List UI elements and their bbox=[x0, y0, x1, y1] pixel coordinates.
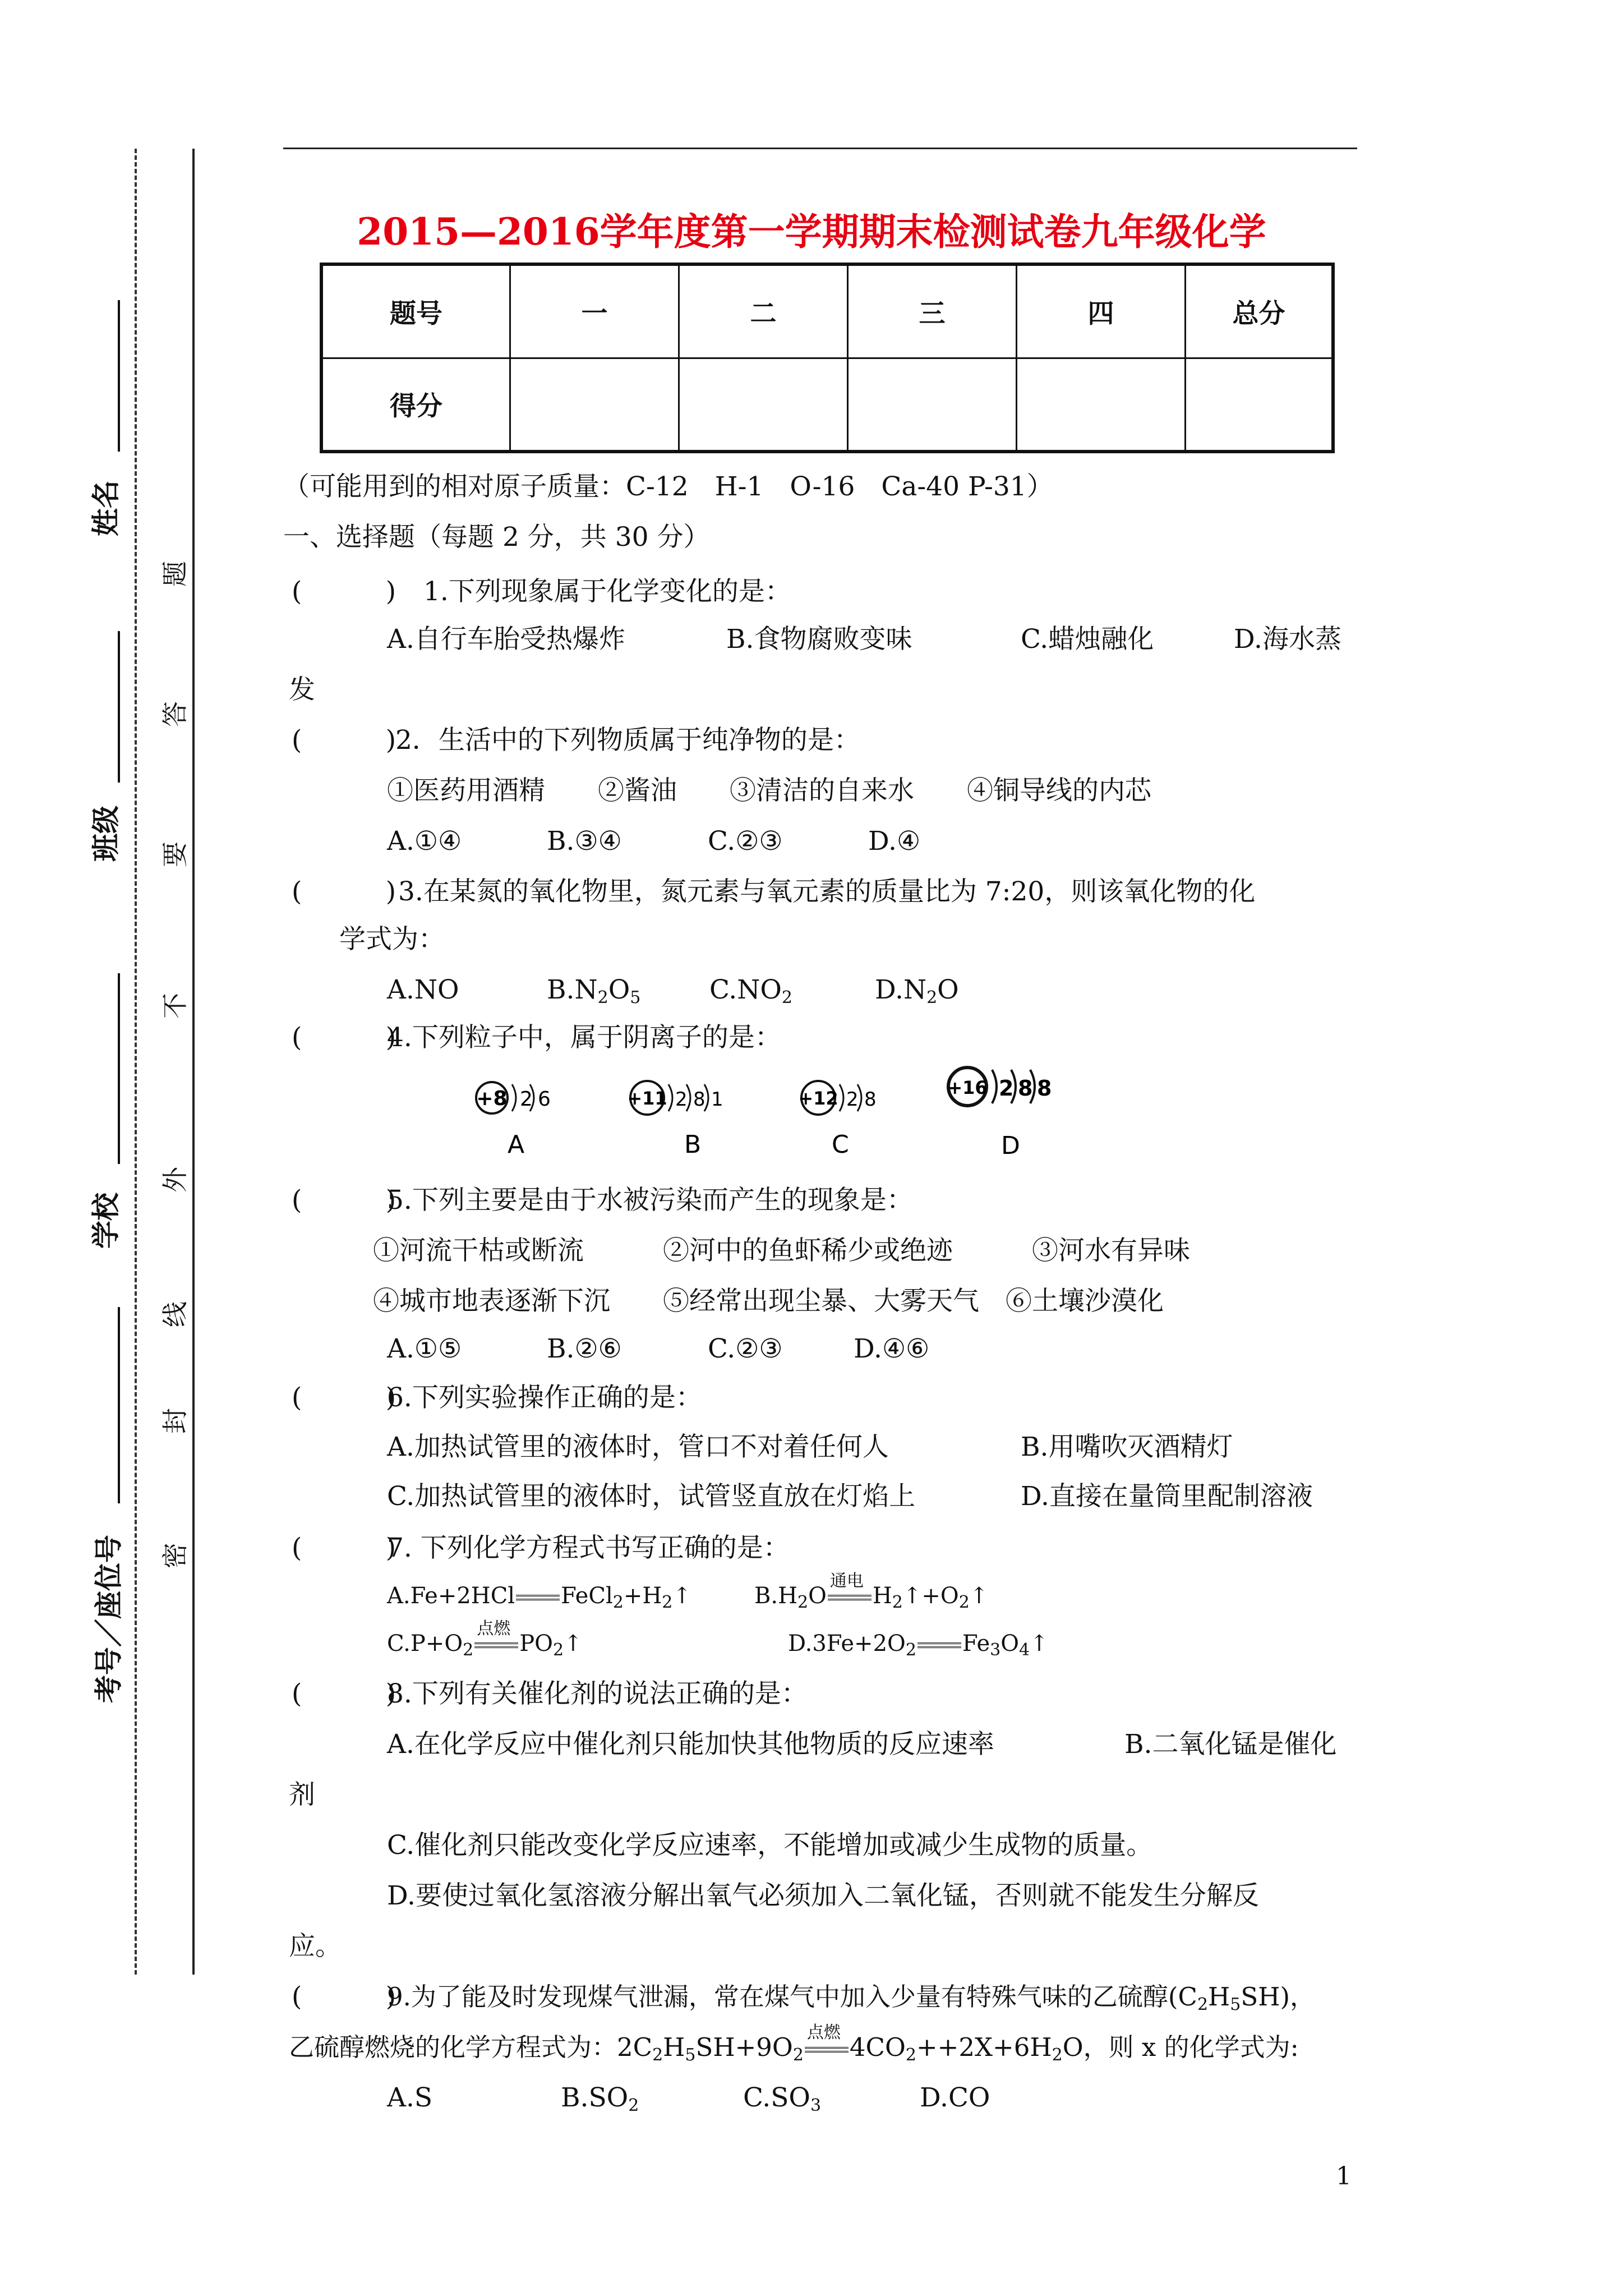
q3-stem: 3.在某氮的氧化物里，氮元素与氧元素的质量比为 7:20，则该氧化物的化 bbox=[398, 876, 1256, 907]
q1-option-b: B.食物腐败变味 bbox=[726, 624, 912, 655]
atom-c-arc-1 bbox=[840, 1084, 843, 1111]
school-label: 学校 bbox=[90, 1193, 122, 1249]
atom-d-shell-2: 8 bbox=[1018, 1076, 1033, 1101]
seal-char-7: 封 bbox=[160, 1408, 190, 1434]
q9-stem-line-2: 乙硫醇燃烧的化学方程式为：$2C_2H_5SH+9O_2$ 点燃 $4CO_2++2X+6H_2O$，则 x 的化学式为: bbox=[289, 2031, 1299, 2072]
atom-d-arc-1 bbox=[992, 1070, 997, 1103]
atom-diagram-d bbox=[945, 1063, 1091, 1166]
q8-option-d: D.要使过氧化氢溶液分解出氧气必须加入二氧化锰，否则就不能发生分解反 bbox=[387, 1880, 1259, 1911]
q9-option-c: $C.SO_3$ bbox=[743, 2082, 822, 2115]
q7-option-c: $C.P+O_2$ 点燃 $PO_2↑$ bbox=[387, 1627, 583, 1667]
atom-c-shell-1: 2 bbox=[846, 1088, 859, 1111]
q2-option-d: D.④ bbox=[868, 826, 921, 857]
q7-c-condition: 点燃 bbox=[477, 1619, 511, 1639]
atom-a-nucleus: +8 bbox=[476, 1087, 508, 1110]
header-cell-2: 二 bbox=[679, 264, 848, 358]
q3-stem-wrap: 学式为： bbox=[339, 924, 445, 955]
binding-dashed-line bbox=[135, 149, 137, 1975]
q7-a-equals bbox=[516, 1595, 560, 1600]
q6-stem: 6.下列实验操作正确的是： bbox=[387, 1382, 702, 1413]
q7-b-condition: 通电 bbox=[829, 1571, 864, 1591]
q5-items-row-2: ④城市地表逐渐下沉 ⑤经常出现尘暴、大雾天气 ⑥土壤沙漠化 bbox=[373, 1286, 1164, 1317]
class-label: 班级 bbox=[90, 806, 122, 862]
q2-stem: 2．生活中的下列物质属于纯净物的是： bbox=[395, 725, 860, 756]
atom-b-shell-3: 1 bbox=[711, 1088, 723, 1111]
header-cell-number: 题号 bbox=[321, 264, 510, 358]
seal-char-2: 答 bbox=[160, 701, 190, 727]
q7-answer-paren[interactable]: ( ) bbox=[292, 1533, 396, 1563]
q6-option-b: B.用嘴吹灭酒精灯 bbox=[1021, 1432, 1233, 1462]
atom-a-label: A bbox=[508, 1130, 525, 1159]
q3-option-c: $C.NO_2$ bbox=[709, 974, 792, 1007]
q6-option-a: A.加热试管里的液体时，管口不对着任何人 bbox=[387, 1432, 889, 1462]
q9-stem-line-1: 9.为了能及时发现煤气泄漏，常在煤气中加入少量有特殊气味的乙硫醇$(C_2H_5SH)$， bbox=[387, 1982, 1316, 2014]
atom-c-nucleus: +12 bbox=[798, 1088, 838, 1109]
atom-d-svg bbox=[945, 1063, 1091, 1164]
score-table-score-row bbox=[321, 358, 1333, 452]
q7-option-b: $B.H_2O$ 通电 $H_2↑+O_2↑$ bbox=[754, 1579, 988, 1619]
q1-answer-paren[interactable]: ( ) bbox=[292, 576, 396, 607]
q3-option-a: A.NO bbox=[387, 974, 459, 1005]
q7-stem: 7. 下列化学方程式书写正确的是： bbox=[387, 1533, 790, 1563]
q9-option-d: D.CO bbox=[920, 2082, 990, 2113]
q4-answer-paren[interactable]: ( ) bbox=[292, 1022, 396, 1053]
q8-option-c: C.催化剂只能改变化学反应速率，不能增加或减少生成物的质量。 bbox=[387, 1830, 1153, 1861]
score-row-label: 得分 bbox=[321, 358, 510, 452]
atom-c-svg bbox=[799, 1080, 911, 1164]
atom-a-svg bbox=[474, 1080, 586, 1164]
q3-option-d: $D.N_2O$ bbox=[875, 974, 959, 1007]
atom-b-shell-1: 2 bbox=[675, 1088, 688, 1111]
q5-option-d: D.④⑥ bbox=[854, 1333, 930, 1364]
seat-number-label: 考号／座位号 bbox=[93, 1535, 125, 1703]
atom-d-shell-3: 8 bbox=[1037, 1076, 1052, 1101]
score-cell-total[interactable] bbox=[1186, 358, 1334, 452]
atom-a-shell-2: 6 bbox=[538, 1088, 551, 1111]
header-cell-total: 总分 bbox=[1186, 264, 1334, 358]
atom-b-label: B bbox=[684, 1130, 702, 1159]
header-cell-1: 一 bbox=[510, 264, 679, 358]
class-blank-line[interactable] bbox=[118, 631, 120, 783]
atom-b-arc-1 bbox=[668, 1084, 672, 1111]
q6-answer-paren[interactable]: ( ) bbox=[292, 1382, 396, 1413]
atom-c-shell-2: 8 bbox=[864, 1088, 877, 1111]
q2-option-c: C.②③ bbox=[708, 826, 783, 857]
q1-stem: 1.下列现象属于化学变化的是： bbox=[423, 576, 791, 607]
q9-answer-paren[interactable]: ( ) bbox=[292, 1981, 396, 2012]
atom-b-shell-2: 8 bbox=[693, 1088, 706, 1111]
q8-option-a: A.在化学反应中催化剂只能加快其他物质的反应速率 bbox=[387, 1729, 994, 1760]
atom-a-arc-1 bbox=[512, 1084, 516, 1111]
q2-items: ①医药用酒精 ②酱油 ③清洁的自来水 ④铜导线的内芯 bbox=[387, 775, 1151, 806]
atom-d-shell-1: 2 bbox=[999, 1076, 1014, 1101]
q8-option-b: B.二氧化锰是催化 bbox=[1124, 1729, 1337, 1760]
q8-option-d-wrap: 应。 bbox=[289, 1931, 342, 1962]
top-rule bbox=[283, 148, 1357, 149]
section-heading-1: 一、选择题（每题 2 分，共 30 分） bbox=[283, 522, 710, 553]
q5-stem: 5.下列主要是由于水被污染而产生的现象是： bbox=[387, 1185, 913, 1216]
q4-stem: 4.下列粒子中，属于阴离子的是： bbox=[387, 1022, 781, 1053]
q3-option-b: $B.N_2O_5$ bbox=[547, 974, 641, 1007]
q7-d-equals bbox=[917, 1642, 961, 1648]
q1-option-c: C.蜡烛融化 bbox=[1021, 624, 1154, 655]
seal-char-3: 要 bbox=[160, 841, 190, 867]
atom-diagram-a bbox=[474, 1080, 586, 1166]
header-cell-4: 四 bbox=[1017, 264, 1186, 358]
score-cell-4[interactable] bbox=[1017, 358, 1186, 452]
page-title: 2015—2016学年度第一学期期末检测试卷九年级化学 bbox=[357, 210, 1266, 254]
score-cell-3[interactable] bbox=[848, 358, 1017, 452]
seal-char-1: 题 bbox=[160, 561, 190, 587]
page-number: 1 bbox=[1336, 2162, 1352, 2191]
q7-option-a: A.Fe+2HCl $FeCl_2+H_2↑$ bbox=[387, 1583, 691, 1612]
q3-answer-paren[interactable]: ( ) bbox=[292, 876, 396, 907]
q8-option-b-wrap: 剂 bbox=[289, 1779, 315, 1810]
score-cell-1[interactable] bbox=[510, 358, 679, 452]
q9-option-a: A.S bbox=[387, 2082, 433, 2113]
name-blank-line[interactable] bbox=[118, 300, 120, 452]
q2-option-b: B.③④ bbox=[547, 826, 622, 857]
q5-option-c: C.②③ bbox=[708, 1333, 783, 1364]
score-cell-2[interactable] bbox=[679, 358, 848, 452]
seal-char-8: 密 bbox=[160, 1543, 190, 1568]
atom-diagram-c bbox=[799, 1080, 911, 1166]
q5-option-b: B.②⑥ bbox=[547, 1333, 622, 1364]
seat-number-blank-line[interactable] bbox=[118, 1307, 120, 1503]
name-label: 姓名 bbox=[90, 480, 122, 536]
q1-option-a: A.自行车胎受热爆炸 bbox=[387, 624, 625, 655]
seal-char-5: 外 bbox=[160, 1167, 190, 1193]
atom-a-shell-1: 2 bbox=[520, 1088, 533, 1111]
q2-answer-paren[interactable]: ( ) bbox=[292, 725, 396, 756]
atom-b-svg bbox=[628, 1080, 751, 1164]
q6-option-d: D.直接在量筒里配制溶液 bbox=[1021, 1481, 1313, 1512]
q8-answer-paren[interactable]: ( ) bbox=[292, 1678, 396, 1709]
q5-answer-paren[interactable]: ( ) bbox=[292, 1185, 396, 1216]
score-table bbox=[320, 263, 1335, 453]
atom-b-nucleus: +11 bbox=[627, 1088, 667, 1109]
atom-diagram-b bbox=[628, 1080, 751, 1166]
score-table-header-row bbox=[321, 264, 1333, 358]
school-blank-line[interactable] bbox=[118, 973, 120, 1164]
seal-char-6: 线 bbox=[160, 1301, 190, 1327]
q5-items-row-1: ①河流干枯或断流 ②河中的鱼虾稀少或绝迹 ③河水有异味 bbox=[373, 1235, 1190, 1266]
atom-d-nucleus: +16 bbox=[947, 1077, 988, 1098]
q9-condition: 点燃 bbox=[806, 2023, 841, 2042]
header-cell-3: 三 bbox=[848, 264, 1017, 358]
atom-c-label: C bbox=[832, 1130, 849, 1159]
q2-option-a: A.①④ bbox=[387, 826, 462, 857]
q5-option-a: A.①⑤ bbox=[387, 1333, 462, 1364]
q9-option-b: $B.SO_2$ bbox=[561, 2082, 639, 2115]
q7-option-d: $D.3Fe+2O_2$ $Fe_3O_4↑$ bbox=[788, 1631, 1049, 1660]
atomic-mass-note: （可能用到的相对原子质量：C-12 H-1 O-16 Ca-40 P-31） bbox=[283, 471, 1053, 502]
atom-d-label: D bbox=[1001, 1131, 1020, 1160]
q8-stem: 8.下列有关催化剂的说法正确的是： bbox=[387, 1678, 808, 1709]
seal-char-4: 不 bbox=[160, 993, 190, 1019]
q1-option-d: D.海水蒸 bbox=[1234, 624, 1341, 655]
q6-option-c: C.加热试管里的液体时，试管竖直放在灯焰上 bbox=[387, 1481, 916, 1512]
q1-option-d-wrap: 发 bbox=[289, 674, 315, 705]
binding-solid-line bbox=[192, 149, 195, 1975]
